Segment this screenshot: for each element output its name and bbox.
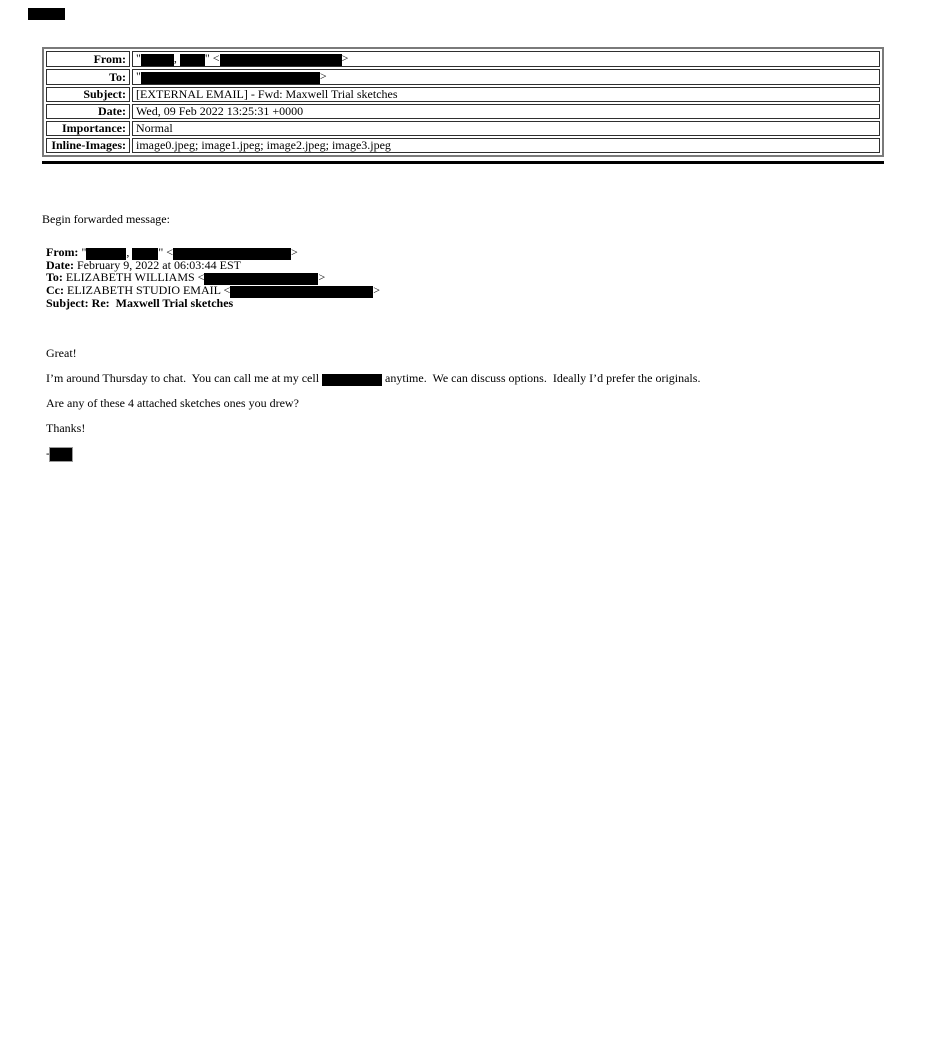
redaction-bar xyxy=(220,54,342,66)
text-segment: > xyxy=(318,270,326,285)
text-segment: " xyxy=(136,51,141,65)
text-segment: anytime. We can discuss options. Ideally I’d prefer the originals. xyxy=(382,371,701,385)
forwarded-header-label: Cc: xyxy=(46,283,64,298)
body-paragraph xyxy=(46,347,700,360)
text-segment: Normal xyxy=(136,121,173,135)
text-segment: Re: Maxwell Trial sketches xyxy=(88,296,234,311)
email-header-table xyxy=(42,47,884,157)
header-row xyxy=(46,138,880,153)
redaction-bar xyxy=(322,374,382,386)
header-row xyxy=(46,51,880,67)
redaction-bar xyxy=(180,54,205,66)
text-segment: > xyxy=(291,245,298,259)
header-label-cell: Inline-Images: xyxy=(46,138,130,153)
text-segment: Great! xyxy=(46,346,77,360)
text-segment: " < xyxy=(158,245,174,259)
header-value-cell xyxy=(132,138,880,153)
header-label-cell: From: xyxy=(46,51,130,67)
redaction-bar xyxy=(230,286,373,298)
text-segment: > xyxy=(341,51,349,65)
body-paragraph xyxy=(46,397,700,410)
header-label-cell: Importance: xyxy=(46,121,130,136)
text-segment: , xyxy=(126,245,133,259)
redaction-bar xyxy=(141,72,320,84)
header-value-cell xyxy=(132,69,880,85)
horizontal-rule xyxy=(42,161,884,164)
text-segment: > xyxy=(373,283,381,298)
header-value-cell xyxy=(132,87,880,102)
redaction-bar xyxy=(141,54,174,66)
text-segment: Thanks! xyxy=(46,421,86,435)
begin-forwarded-label: Begin forwarded message: xyxy=(42,212,170,226)
email-body xyxy=(46,347,700,472)
body-paragraph xyxy=(46,372,700,385)
text-segment: [EXTERNAL EMAIL] - Fwd: Maxwell Trial sketches xyxy=(136,87,398,101)
header-row xyxy=(46,121,880,136)
header-value-cell xyxy=(132,121,880,136)
header-label-cell: To: xyxy=(46,69,130,85)
forwarded-header-label: Date: xyxy=(46,258,74,272)
header-label-cell: Date: xyxy=(46,104,130,119)
text-segment: Wed, 09 Feb 2022 13:25:31 +0000 xyxy=(136,104,304,118)
text-segment: " < xyxy=(204,51,220,65)
text-segment: > xyxy=(319,69,327,83)
text-segment: " xyxy=(78,245,87,259)
header-label-cell: Subject: xyxy=(46,87,130,102)
text-segment: image0.jpeg; image1.jpeg; image2.jpeg; image3.jpeg xyxy=(136,138,391,152)
text-segment: , xyxy=(173,51,180,65)
text-segment: - xyxy=(46,446,50,460)
forwarded-header-label: To: xyxy=(46,270,63,285)
header-value-cell xyxy=(132,51,880,67)
forwarded-header-block xyxy=(46,246,380,310)
text-segment: February 9, 2022 at 06:03:44 EST xyxy=(73,258,241,272)
header-row xyxy=(46,69,880,85)
header-row xyxy=(46,87,880,102)
forwarded-header-line xyxy=(46,297,380,309)
signature-line xyxy=(46,447,700,460)
redaction-stamp xyxy=(28,8,65,20)
text-segment: ELIZABETH STUDIO EMAIL < xyxy=(64,283,231,298)
text-segment: Are any of these 4 attached sketches ones you drew? xyxy=(46,396,299,410)
text-segment: " xyxy=(136,69,141,83)
text-segment: I’m around Thursday to chat. You can call me at my cell xyxy=(46,371,323,385)
body-paragraph xyxy=(46,422,700,435)
forwarded-header-label: Subject: xyxy=(46,296,89,311)
redaction-bar xyxy=(50,448,72,461)
forwarded-header-label: From: xyxy=(46,245,79,259)
header-value-cell xyxy=(132,104,880,119)
header-row xyxy=(46,104,880,119)
text-segment: ELIZABETH WILLIAMS < xyxy=(62,270,205,285)
